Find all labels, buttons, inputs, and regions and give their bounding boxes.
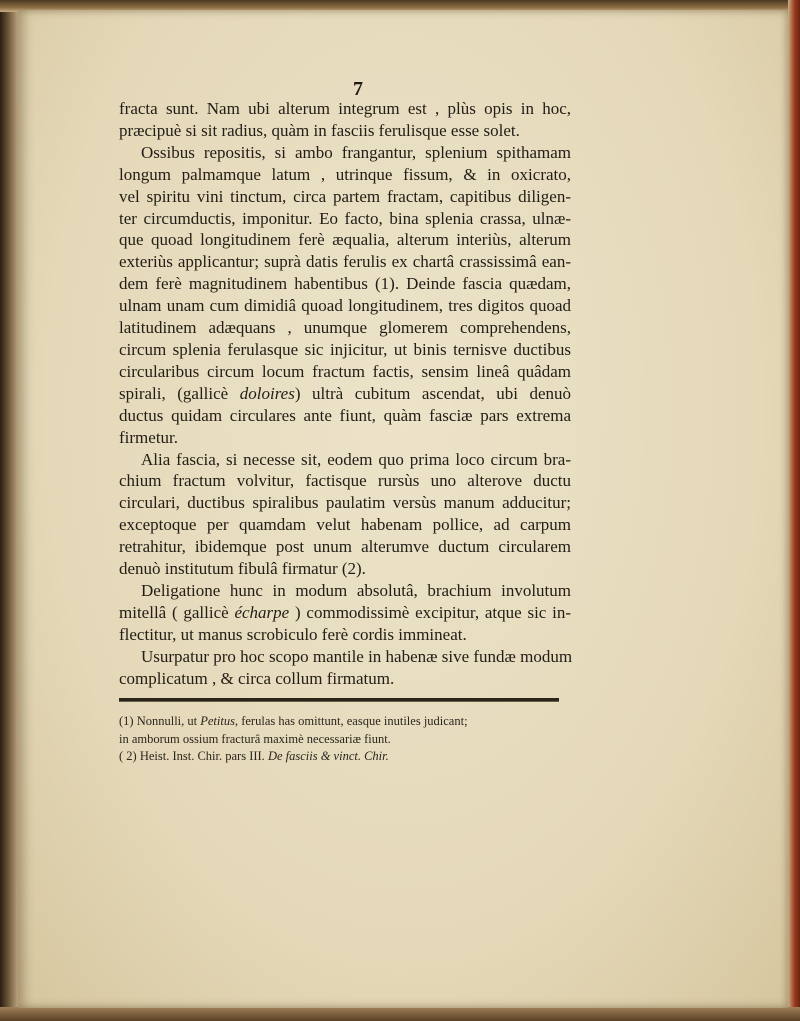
footnote-divider: [119, 698, 559, 702]
text-line: Deligatione hunc in modum absolutâ, brachium involutum: [141, 580, 571, 600]
text-line: mitellâ ( gallicè écharpe ) commodissimè excipitur, atque sic in-: [119, 602, 571, 622]
paragraph: [119, 449, 571, 580]
page-bottom-edge: [0, 1007, 800, 1021]
text-line: flectitur, ut manus scrobiculo ferè cordis immineat.: [119, 624, 467, 644]
footnote-line: ( 2) Heist. Inst. Chir. pars III. De fasciis & vinct. Chir.: [119, 749, 389, 763]
text-line: complicatum , & circa collum firmatum.: [119, 668, 395, 688]
text-line: præcipuè si sit radius, quàm in fasciis ferulisque esse solet.: [119, 120, 520, 140]
text-line: circularibus circum locum fractum factis, sensim lineâ quâdam: [119, 361, 571, 381]
footnotes: [119, 713, 571, 766]
page-number: 7: [353, 78, 363, 100]
text-line: longum palmamque latum , utrinque fissum, & in oxicrato,: [119, 164, 571, 184]
text-line: Usurpatur pro hoc scopo mantile in habenæ sive fundæ modum: [141, 646, 573, 666]
text-line: denuò institutum fibulâ firmatur (2).: [119, 559, 366, 579]
book-cover-edge: [788, 0, 800, 1021]
text-line: spirali, (gallicè doloires) ultrà cubitum ascendat, ubi denuò: [119, 383, 571, 403]
text-line: firmetur.: [119, 427, 179, 447]
text-line: fracta sunt. Nam ubi alterum integrum est , plùs opis in hoc,: [119, 99, 571, 118]
text-line: chium fractum volvitur, factisque rursùs uno alterove ductu: [119, 471, 571, 491]
text-line: vel spiritu vini tinctum, circa partem fractam, capitibus diligen-: [119, 186, 571, 206]
text-line: circulari, ductibus spiralibus paulatim versùs manum adducitur;: [119, 493, 571, 513]
text-line: ulnam unam cum dimidiâ quoad longitudinem, tres digitos quoad: [119, 296, 571, 316]
text-line: ductus quidam circulares ante fiunt, quàm fasciæ pars extrema: [119, 405, 571, 425]
text-line: Alia fascia, si necesse sit, eodem quo prima loco circum bra-: [141, 449, 571, 469]
text-line: circum splenia ferulasque sic injicitur, ut binis ternisve ductibus: [119, 339, 571, 359]
text-line: Ossibus repositis, si ambo frangantur, splenium spithamam: [141, 142, 571, 162]
text-line: que quoad longitudinem ferè æqualia, alterum interiùs, alterum: [119, 230, 571, 250]
main-text: [119, 98, 571, 689]
text-line: latitudinem adæquans , unumque glomerem comprehendens,: [119, 318, 571, 338]
footnote-line: in amborum ossium fracturâ maximè necessariæ fiunt.: [119, 731, 391, 746]
text-line: ter circumductis, imponitur. Eo facto, bina splenia crassa, ulnæ-: [119, 208, 571, 228]
text-line: dem ferè magnitudinem habentibus (1). Deinde fascia quædam,: [119, 274, 571, 294]
footnote-line: (1) Nonnulli, ut Petitus, ferulas has omittunt, easque inutiles judicant;: [119, 714, 468, 728]
paragraph: [119, 580, 571, 646]
paragraph: [119, 98, 571, 142]
paragraph: [119, 646, 571, 690]
book-binding: [0, 0, 18, 1021]
paragraph: [119, 142, 571, 449]
text-line: retrahitur, ibidemque post unum alterumve ductum circularem: [119, 537, 571, 557]
text-line: exceptoque per quamdam velut habenam pollice, ad carpum: [119, 515, 571, 535]
text-line: exteriùs applicantur; suprà datis ferulis ex chartâ crassissimâ ean-: [119, 252, 571, 272]
